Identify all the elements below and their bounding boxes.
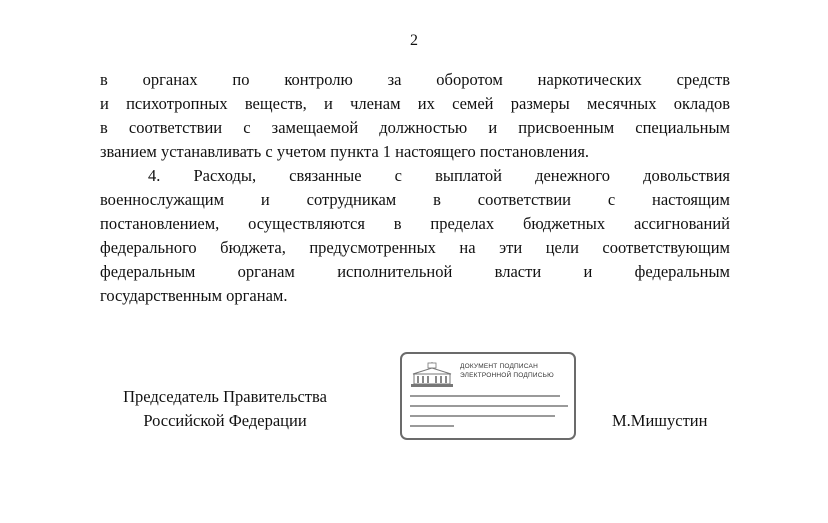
stamp-title-line: ЭЛЕКТРОННОЙ ПОДПИСЬЮ xyxy=(460,372,554,379)
paragraph-4-line: федеральным органам исполнительной власти и федеральным xyxy=(100,262,730,281)
paragraph-4-line: 4. Расходы, связанные с выплатой денежного довольствия xyxy=(148,166,730,185)
signatory-name: М.Мишустин xyxy=(612,411,708,430)
document-body xyxy=(100,68,730,308)
paragraph-4-line: военнослужащим и сотрудникам в соответствии с настоящим xyxy=(100,190,730,209)
signatory-title xyxy=(100,385,350,433)
government-building-icon xyxy=(410,362,454,388)
paragraph-4-line: федерального бюджета, предусмотренных на эти цели соответствующим xyxy=(100,238,730,257)
stamp-title-line: ДОКУМЕНТ ПОДПИСАН xyxy=(460,363,538,370)
page-number: 2 xyxy=(410,32,418,49)
body-line: званием устанавливать с учетом пункта 1 настоящего постановления. xyxy=(100,142,590,161)
signatory-title-line: Российской Федерации xyxy=(143,411,307,430)
body-line: и психотропных веществ, и членам их семей размеры месячных окладов xyxy=(100,94,730,113)
paragraph-4-line: постановлением, осуществляются в пределах бюджетных ассигнований xyxy=(100,214,730,233)
paragraph-4-line: государственным органам. xyxy=(100,286,288,305)
stamp-title xyxy=(460,362,572,380)
electronic-signature-stamp xyxy=(400,352,576,440)
stamp-certificate-details xyxy=(410,392,572,432)
body-line: в органах по контролю за оборотом наркотических средств xyxy=(100,70,730,89)
signatory-title-line: Председатель Правительства xyxy=(123,387,327,406)
body-line: в соответствии с замещаемой должностью и присвоенным специальным xyxy=(100,118,730,137)
